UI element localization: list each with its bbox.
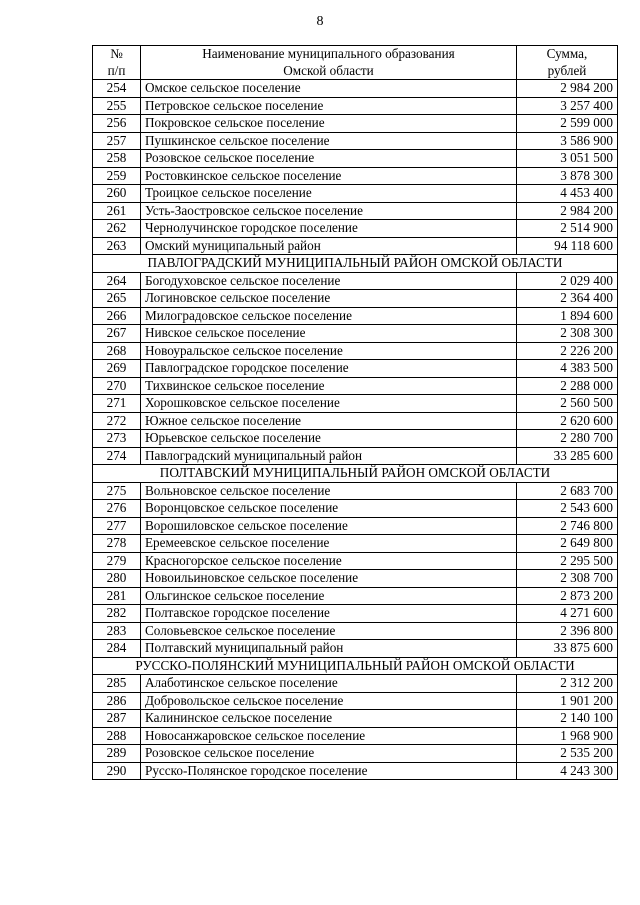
table-row: [93, 605, 618, 623]
table-row: [93, 325, 618, 343]
row-sum: 33 875 600: [517, 640, 618, 658]
row-number: 271: [93, 395, 141, 413]
row-number: 256: [93, 115, 141, 133]
row-sum: 2 396 800: [517, 622, 618, 640]
section-header-row: [93, 465, 618, 483]
row-sum: 2 226 200: [517, 342, 618, 360]
table-row: [93, 622, 618, 640]
row-name: Воронцовское сельское поселение: [141, 500, 517, 518]
row-name: Богодуховское сельское поселение: [141, 272, 517, 290]
row-name: Полтавский муниципальный район: [141, 640, 517, 658]
row-sum: 2 746 800: [517, 517, 618, 535]
row-sum: 1 894 600: [517, 307, 618, 325]
table-row: [93, 482, 618, 500]
table-row: [93, 342, 618, 360]
row-sum: 3 257 400: [517, 97, 618, 115]
row-sum: 4 243 300: [517, 762, 618, 780]
row-number: 269: [93, 360, 141, 378]
row-name: Петровское сельское поселение: [141, 97, 517, 115]
table-row: [93, 307, 618, 325]
header-number-line2: п/п: [107, 62, 126, 78]
row-sum: 2 543 600: [517, 500, 618, 518]
table-row: [93, 150, 618, 168]
header-number: [93, 46, 141, 80]
row-number: 267: [93, 325, 141, 343]
row-number: 272: [93, 412, 141, 430]
row-number: 283: [93, 622, 141, 640]
table-row: [93, 640, 618, 658]
row-number: 284: [93, 640, 141, 658]
table-row: [93, 570, 618, 588]
table-row: [93, 500, 618, 518]
row-sum: 4 453 400: [517, 185, 618, 203]
table-row: [93, 237, 618, 255]
row-number: 280: [93, 570, 141, 588]
row-name: Вольновское сельское поселение: [141, 482, 517, 500]
row-name: Ворошиловское сельское поселение: [141, 517, 517, 535]
row-sum: 3 878 300: [517, 167, 618, 185]
row-name: Новосанжаровское сельское поселение: [141, 727, 517, 745]
row-sum: 2 312 200: [517, 675, 618, 693]
table-row: [93, 220, 618, 238]
header-sum-line2: рублей: [547, 62, 587, 78]
table-row: [93, 80, 618, 98]
row-sum: 2 364 400: [517, 290, 618, 308]
row-name: Красногорское сельское поселение: [141, 552, 517, 570]
row-number: 282: [93, 605, 141, 623]
table-row: [93, 762, 618, 780]
row-number: 266: [93, 307, 141, 325]
row-name: Русско-Полянское городское поселение: [141, 762, 517, 780]
row-name: Алаботинское сельское поселение: [141, 675, 517, 693]
table-row: [93, 587, 618, 605]
row-sum: 4 271 600: [517, 605, 618, 623]
table-row: [93, 710, 618, 728]
row-name: Нивское сельское поселение: [141, 325, 517, 343]
row-sum: 2 984 200: [517, 80, 618, 98]
row-sum: 2 620 600: [517, 412, 618, 430]
row-name: Южное сельское поселение: [141, 412, 517, 430]
row-sum: 4 383 500: [517, 360, 618, 378]
row-name: Добровольское сельское поселение: [141, 692, 517, 710]
row-number: 257: [93, 132, 141, 150]
table-row: [93, 377, 618, 395]
row-name: Логиновское сельское поселение: [141, 290, 517, 308]
row-name: Омское сельское поселение: [141, 80, 517, 98]
row-number: 274: [93, 447, 141, 465]
row-name: Ольгинское сельское поселение: [141, 587, 517, 605]
section-title: ПОЛТАВСКИЙ МУНИЦИПАЛЬНЫЙ РАЙОН ОМСКОЙ ОБЛАСТИ: [93, 465, 618, 483]
table-header-row: [93, 46, 618, 80]
row-name: Покровское сельское поселение: [141, 115, 517, 133]
header-name-line1: Наименование муниципального образования: [202, 46, 455, 61]
row-number: 286: [93, 692, 141, 710]
row-name: Павлоградское городское поселение: [141, 360, 517, 378]
header-name: [141, 46, 517, 80]
row-name: Пушкинское сельское поселение: [141, 132, 517, 150]
row-name: Усть-Заостровское сельское поселение: [141, 202, 517, 220]
table-row: [93, 185, 618, 203]
row-number: 276: [93, 500, 141, 518]
row-sum: 2 029 400: [517, 272, 618, 290]
row-name: Чернолучинское городское поселение: [141, 220, 517, 238]
row-name: Еремеевское сельское поселение: [141, 535, 517, 553]
table-row: [93, 272, 618, 290]
row-name: Троицкое сельское поселение: [141, 185, 517, 203]
row-sum: 2 984 200: [517, 202, 618, 220]
table-row: [93, 535, 618, 553]
row-number: 290: [93, 762, 141, 780]
row-number: 281: [93, 587, 141, 605]
table-row: [93, 552, 618, 570]
row-name: Хорошковское сельское поселение: [141, 395, 517, 413]
row-number: 278: [93, 535, 141, 553]
row-sum: 3 586 900: [517, 132, 618, 150]
row-sum: 2 295 500: [517, 552, 618, 570]
table-row: [93, 202, 618, 220]
table-row: [93, 692, 618, 710]
row-name: Юрьевское сельское поселение: [141, 430, 517, 448]
row-number: 268: [93, 342, 141, 360]
row-name: Тихвинское сельское поселение: [141, 377, 517, 395]
row-sum: 2 560 500: [517, 395, 618, 413]
row-sum: 2 649 800: [517, 535, 618, 553]
row-sum: 2 308 300: [517, 325, 618, 343]
row-name: Новоуральское сельское поселение: [141, 342, 517, 360]
row-sum: 1 968 900: [517, 727, 618, 745]
row-name: Розовское сельское поселение: [141, 150, 517, 168]
row-number: 289: [93, 745, 141, 763]
table-row: [93, 132, 618, 150]
row-name: Павлоградский муниципальный район: [141, 447, 517, 465]
table-row: [93, 360, 618, 378]
row-number: 261: [93, 202, 141, 220]
table-row: [93, 447, 618, 465]
row-sum: 2 873 200: [517, 587, 618, 605]
section-title: РУССКО-ПОЛЯНСКИЙ МУНИЦИПАЛЬНЫЙ РАЙОН ОМСКОЙ ОБЛАСТИ: [93, 657, 618, 675]
row-name: Омский муниципальный район: [141, 237, 517, 255]
row-sum: 94 118 600: [517, 237, 618, 255]
row-name: Милоградовское сельское поселение: [141, 307, 517, 325]
row-name: Соловьевское сельское поселение: [141, 622, 517, 640]
row-number: 258: [93, 150, 141, 168]
table-row: [93, 290, 618, 308]
table-row: [93, 395, 618, 413]
row-number: 262: [93, 220, 141, 238]
table-row: [93, 97, 618, 115]
section-title: ПАВЛОГРАДСКИЙ МУНИЦИПАЛЬНЫЙ РАЙОН ОМСКОЙ ОБЛАСТИ: [93, 255, 618, 273]
table-row: [93, 517, 618, 535]
row-number: 254: [93, 80, 141, 98]
row-sum: 1 901 200: [517, 692, 618, 710]
municipal-sums-table: [92, 45, 618, 780]
row-number: 285: [93, 675, 141, 693]
section-header-row: [93, 657, 618, 675]
row-number: 265: [93, 290, 141, 308]
table-body: [93, 80, 618, 780]
row-number: 270: [93, 377, 141, 395]
row-sum: 2 288 000: [517, 377, 618, 395]
header-name-line2: Омской области: [283, 62, 374, 78]
table-row: [93, 727, 618, 745]
page-number: 8: [316, 14, 324, 29]
row-number: 260: [93, 185, 141, 203]
header-number-line1: №: [110, 46, 123, 61]
row-sum: 3 051 500: [517, 150, 618, 168]
row-number: 255: [93, 97, 141, 115]
row-name: Новоильиновское сельское поселение: [141, 570, 517, 588]
row-number: 259: [93, 167, 141, 185]
row-number: 287: [93, 710, 141, 728]
table-row: [93, 412, 618, 430]
row-sum: 2 308 700: [517, 570, 618, 588]
row-number: 277: [93, 517, 141, 535]
row-sum: 2 535 200: [517, 745, 618, 763]
row-name: Розовское сельское поселение: [141, 745, 517, 763]
row-sum: 33 285 600: [517, 447, 618, 465]
row-name: Калининское сельское поселение: [141, 710, 517, 728]
row-number: 279: [93, 552, 141, 570]
row-sum: 2 683 700: [517, 482, 618, 500]
row-sum: 2 599 000: [517, 115, 618, 133]
row-number: 273: [93, 430, 141, 448]
row-sum: 2 514 900: [517, 220, 618, 238]
row-number: 288: [93, 727, 141, 745]
row-sum: 2 140 100: [517, 710, 618, 728]
row-number: 263: [93, 237, 141, 255]
table-row: [93, 115, 618, 133]
header-sum: [517, 46, 618, 80]
table-row: [93, 745, 618, 763]
row-name: Полтавское городское поселение: [141, 605, 517, 623]
table-row: [93, 167, 618, 185]
row-name: Ростовкинское сельское поселение: [141, 167, 517, 185]
section-header-row: [93, 255, 618, 273]
table-row: [93, 430, 618, 448]
table-row: [93, 675, 618, 693]
header-sum-line1: Сумма,: [546, 46, 588, 61]
row-sum: 2 280 700: [517, 430, 618, 448]
row-number: 264: [93, 272, 141, 290]
row-number: 275: [93, 482, 141, 500]
